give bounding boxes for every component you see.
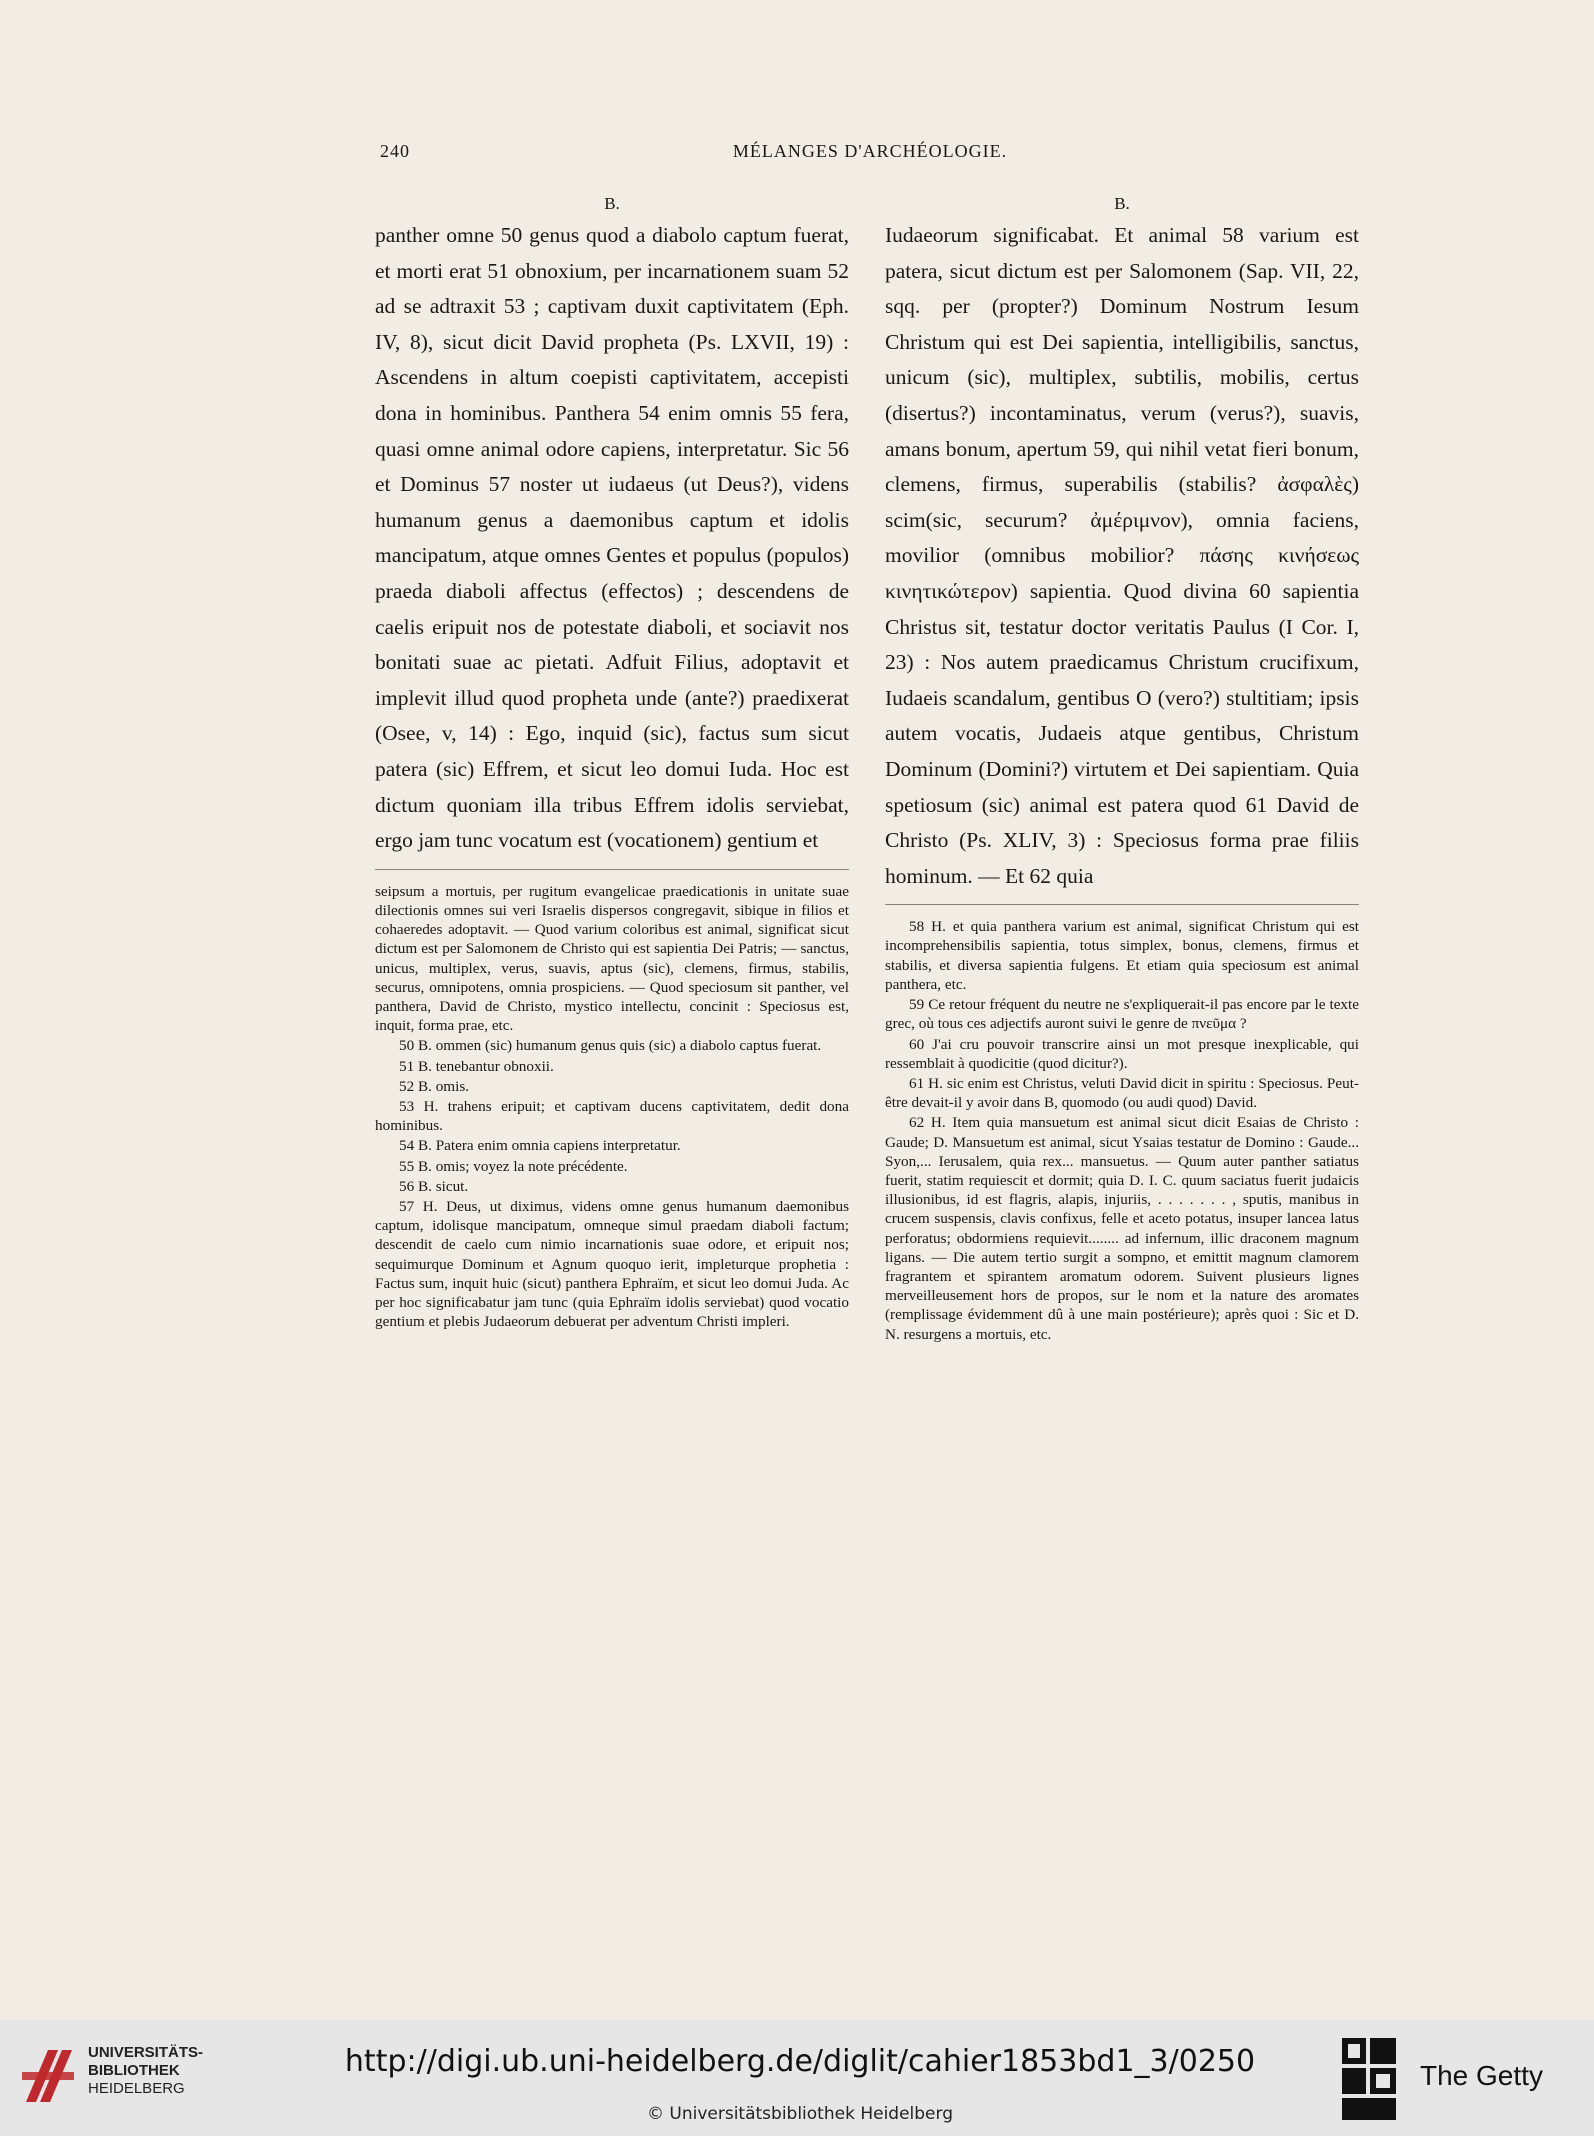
main-text-left: panther omne 50 genus quod a diabolo captum fuerat, et morti erat 51 obnoxium, per incarnationem suam 52 ad se adtraxit 53 ; captivam duxit captivitatem (Eph. IV, 8), sicut dicit David propheta (Ps. LXVII, 19) : Ascendens in altum coepisti captivitatem, accepisti dona in hominibus. Panthera 54 enim omnis 55 fera, quasi omne animal odore capiens, interpretatur. Sic 56 et Dominus 57 noster ut iudaeus (ut Deus?), videns humanum genus a daemonibus captum et idolis mancipatum, atque omnes Gentes et populus (populos) praeda diaboli affectus (effectos) ; descendens de caelis eripuit nos de potestate diaboli, et sociavit nos bonitati suae ac pietati. Adfuit Filius, adoptavit et implevit illud quod propheta unde (ante?) praedixerat (Osee, v, 14) : Ego, inquid (sic), factus sum sicut patera (sic) Effrem, et sicut leo domui Iuda. Hoc est dictum quoniam illa tribus Effrem idolis serviebat, ergo jam tunc vocatum est (vocationem) gentium et [375,223,849,853]
getty-logo[interactable] [1340,2034,1580,2126]
footnote: 61 H. sic enim est Christus, veluti David dicit in spiritu : Speciosus. Peut-être devait-il y avoir dans B, quomodo (ou audi quod) David. [885,1074,1359,1112]
footnote: 62 H. Item quia mansuetum est animal sicut dicit Esaias de Christo : Gaude; D. Mansuetum est animal, sicut Ysaias testatur de Domino : Gaude... Syon,... Ierusalem, quia rex... mansuetus. — Quum auter panther satiatus fuerit, statim requiescit et dormit; quia D. I. C. quum saciatus fuerit judaicis illusionibus, id est flagris, alapis, injuriis, . . . . . . . , sputis, manibus in crucem suspensis, clavis confixus, felle et aceto potatus, insuper lancea latus perforatus; obdormiens requievit........ ad infernum, illic draconem magnum ligans. — Die autem tertio surgit a sompno, et emittit magnum clamorem fragrantem et spirantem aromatum odorem. Suivent plusieurs lignes merveilleusement hors de propos, sur le nom et la nature des aromates (remplissage évidemment dû à une main postérieure); après quoi : Sic et D. N. resurgens a mortuis, etc. [885,1114,1359,1343]
column-label-right: B. [1114,194,1130,213]
permalink-url[interactable]: http://digi.ub.uni-heidelberg.de/diglit/cahier1853bd1_3/0250 [344,2044,1256,2079]
footnote: 55 B. omis; voyez la note précédente. [399,1157,628,1175]
heidelberg-logo-icon [18,2042,78,2110]
footnote: 56 B. sicut. [399,1177,469,1195]
footnote-divider [375,869,849,870]
footnote: 59 Ce retour fréquent du neutre ne s'expliquerait-il pas encore par le texte grec, où tous ces adjectifs auront suivi le genre de πνεῦμα ? [885,996,1359,1033]
institution-line: HEIDELBERG [88,2080,185,2097]
institution-line: BIBLIOTHEK [88,2062,180,2079]
footnote: 60 J'ai cru pouvoir transcrire ainsi un mot presque inexplicable, qui ressemblait à quodicitie (quod dicitur?). [885,1035,1359,1072]
partner-name: The Getty [1420,2060,1543,2091]
page-header [380,141,1360,175]
footnote: 54 B. Patera enim omnia capiens interpretatur. [399,1137,681,1155]
footnote: 50 B. ommen (sic) humanum genus quis (sic) a diabolo captus fuerat. [399,1037,822,1055]
page-number: 240 [380,141,410,161]
heidelberg-logo[interactable] [18,2038,218,2118]
left-column [375,190,849,1332]
column-label-left: B. [604,194,620,213]
copyright-notice: © Universitätsbibliothek Heidelberg [646,2104,953,2124]
main-text-right: Iudaeorum significabat. Et animal 58 varium est patera, sicut dictum est per Salomonem (Sap. VII, 22, sqq. per (propter?) Dominum Nostrum Iesum Christum qui est Dei sapientia, intelligibilis, sanctus, unicum (sic), multiplex, subtilis, mobilis, certus (disertus?) incontaminatus, verum (verus?), suavis, amans bonum, apertum 59, qui nihil vetat fieri bonum, clemens, firmus, superabilis (stabilis? ἀσφαλὲς) scim(sic, securum? ἀμέριμνον), omnia faciens, movilior (omnibus mobilior? πάσης κινήσεως κινητικώτερον) sapientia. Quod divina 60 sapientia Christus sit, testatur doctor veritatis Paulus (I Cor. I, 23) : Nos autem praedicamus Christum crucifixum, Iudaeis scandalum, gentibus O (vero?) stultitiam; ipsis autem vocatis, Judaeis atque gentibus, Christum Dominum (Domini?) virtutem et Dei sapientiam. Quia spetiosum (sic) animal est patera quod 61 David de Christo (Ps. XLIV, 3) : Speciosus forma prae filiis hominum. — Et 62 quia [885,223,1359,888]
viewer-footer [0,2020,1594,2136]
running-title: MÉLANGES D'ARCHÉOLOGIE. [732,141,1008,161]
footnote: seipsum a mortuis, per rugitum evangelicae praedicationis in unitate suae dilectionis omnes sui veri Israelis dispersos congregavit, sibique in filios et cohaeredes adoptavit. — Quod varium coloribus est animal, significat sicut dictum est per Salomonem de Christo qui est sapientia Dei Patris; — sanctus, unicus, multiplex, verus, suavis, aptus (sic), clemens, firmus, stabilis, securus, omnipotens, omnia prospiciens. — Quod speciosum sit panther, vel panthera, David de Christo, mystico intellectu, concinit : Speciosus est, inquit, forma prae, etc. [375,882,849,1035]
footnote-divider [885,904,1359,905]
footnotes-left [375,882,849,1332]
footnote: 51 B. tenebantur obnoxii. [399,1057,554,1075]
footnotes-right [885,917,1359,1343]
footnote: 53 H. trahens eripuit; et captivam ducens captivitatem, dedit dona hominibus. [375,1097,849,1135]
institution-line: UNIVERSITÄTS- [88,2044,204,2061]
footnote: 57 H. Deus, ut diximus, videns omne genus humanum daemonibus captum, idolisque mancipatum, omneque simul praedam diaboli factum; descendit de caelo cum nimio incarnationis suae odore, et eripuit nos; sequimurque Dominum et Agnum quoquo ierit, impleturque prophetia : Factus sum, inquit huic (sicut) panthera Ephraïm, et sicut leo domui Juda. Ac per hoc significabatur jam tunc (quia Ephraïm idolis serviebat) quod vocatio gentium et plebis Judaeorum debuerat per adventum Christi impleri. [375,1197,849,1331]
getty-logo-icon [1340,2036,1398,2124]
right-column [885,190,1359,1345]
footnote: 58 H. et quia panthera varium est animal, significat Christum qui est incomprehensibilis sapientia, totus simplex, bonus, clemens, firmus et stabilis, et diversa sapientia fulgens. Et etiam quia speciosum est animal panthera, etc. [885,918,1359,993]
footnote: 52 B. omis. [399,1077,470,1095]
institution-name [88,2044,203,2098]
